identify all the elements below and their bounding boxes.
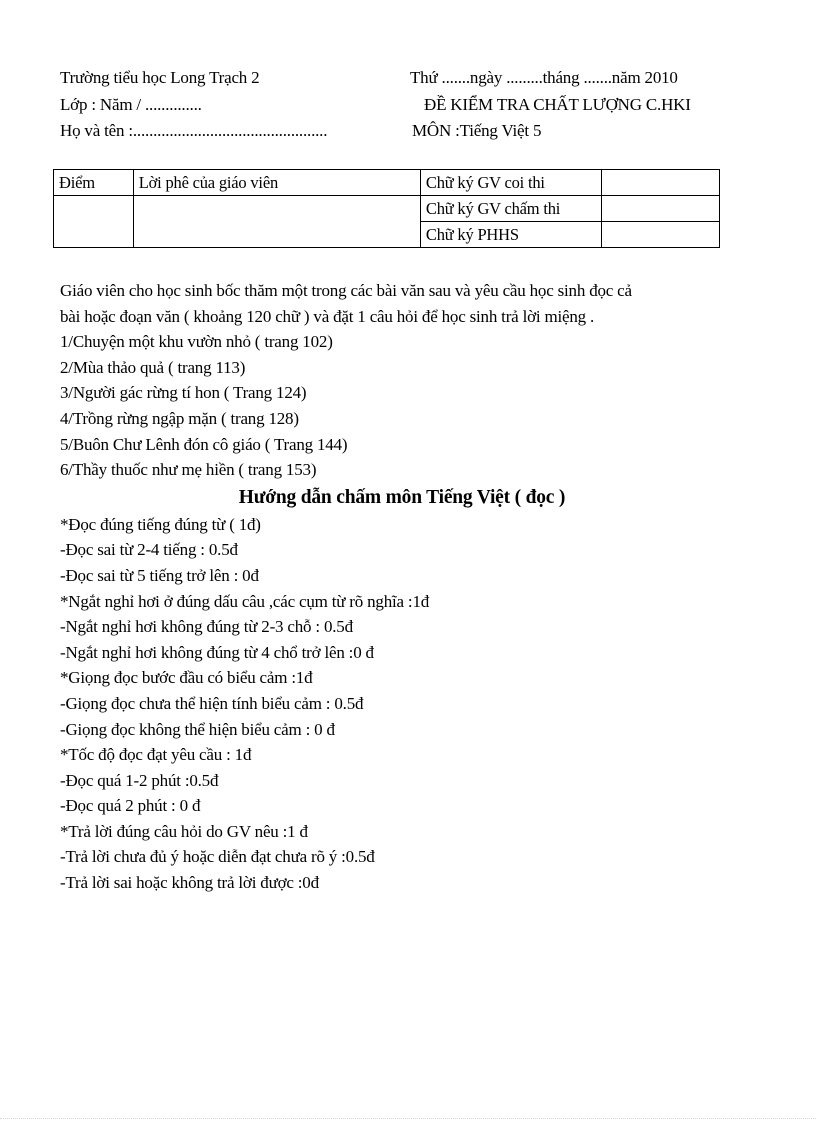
score-box (54, 196, 134, 248)
signature-grader-label: Chữ ký GV chấm thi (420, 196, 601, 222)
instruction-line: bài hoặc đoạn văn ( khoảng 120 chữ ) và đặt 1 câu hỏi để học sinh trả lời miệng . (60, 306, 595, 326)
teacher-comment-box (133, 196, 420, 248)
date-line: Thứ .......ngày .........tháng .......năm 2010 (410, 68, 678, 87)
reading-item: 1/Chuyện một khu vườn nhỏ ( trang 102) (60, 332, 333, 352)
guide-item: -Trả lời chưa đủ ý hoặc diễn đạt chưa rõ ý :0.5đ (60, 847, 375, 867)
student-name-line: Họ và tên :................................................ (60, 121, 328, 140)
guide-item: -Đọc sai từ 5 tiếng trở lên : 0đ (60, 565, 259, 585)
guide-item: -Ngắt nghỉ hơi không đúng từ 2-3 chỗ : 0.5đ (60, 617, 353, 637)
guide-item: -Giọng đọc chưa thể hiện tính biểu cảm : 0.5đ (60, 693, 364, 713)
guide-item: *Ngắt nghỉ hơi ở đúng dấu câu ,các cụm từ rõ nghĩa :1đ (60, 591, 430, 611)
guide-item: *Giọng đọc bước đầu có biểu cảm :1đ (60, 668, 313, 688)
reading-item: 6/Thầy thuốc như mẹ hiền ( trang 153) (60, 460, 317, 480)
school-name: Trường tiểu học Long Trạch 2 (60, 68, 260, 87)
signature-parent-box (601, 222, 719, 248)
guide-item: *Tốc độ đọc đạt yêu cầu : 1đ (60, 745, 252, 765)
instruction-line: Giáo viên cho học sinh bốc thăm một trong các bài văn sau và yêu cầu học sinh đọc cả (60, 281, 632, 300)
guide-item: -Giọng đọc không thể hiện biểu cảm : 0 đ (60, 719, 335, 739)
score-label: Điểm (54, 170, 134, 196)
guide-item: *Đọc đúng tiếng đúng từ ( 1đ) (60, 514, 261, 534)
signature-parent-label: Chữ ký PHHS (420, 222, 601, 248)
signature-grader-box (601, 196, 719, 222)
exam-title: ĐỀ KIỂM TRA CHẤT LƯỢNG C.HKI (424, 95, 691, 114)
guide-title: Hướng dẫn chấm môn Tiếng Việt ( đọc ) (238, 486, 566, 508)
reading-item: 3/Người gác rừng tí hon ( Trang 124) (60, 383, 307, 403)
reading-item: 4/Trồng rừng ngập mặn ( trang 128) (60, 408, 299, 428)
grade-table (53, 169, 720, 248)
guide-item: -Đọc sai từ 2-4 tiếng : 0.5đ (60, 540, 238, 560)
reading-item: 2/Mùa thảo quả ( trang 113) (60, 357, 246, 377)
guide-item: -Trả lời sai hoặc không trả lời được :0đ (60, 873, 319, 893)
reading-item: 5/Buôn Chư Lênh đón cô giáo ( Trang 144) (60, 434, 348, 454)
page-bottom-divider (0, 1118, 816, 1119)
class-line: Lớp : Năm / .............. (60, 95, 202, 114)
subject-line: MÔN :Tiếng Việt 5 (412, 121, 542, 140)
signature-proctor-box (601, 170, 719, 196)
guide-item: -Đọc quá 2 phút : 0 đ (60, 796, 201, 816)
guide-item: -Đọc quá 1-2 phút :0.5đ (60, 770, 219, 790)
guide-item: *Trả lời đúng câu hỏi do GV nêu :1 đ (60, 821, 308, 841)
signature-proctor-label: Chữ ký GV coi thi (420, 170, 601, 196)
guide-item: -Ngắt nghỉ hơi không đúng từ 4 chổ trở lên :0 đ (60, 642, 374, 662)
teacher-comment-label: Lời phê của giáo viên (133, 170, 420, 196)
exam-body (60, 278, 750, 896)
